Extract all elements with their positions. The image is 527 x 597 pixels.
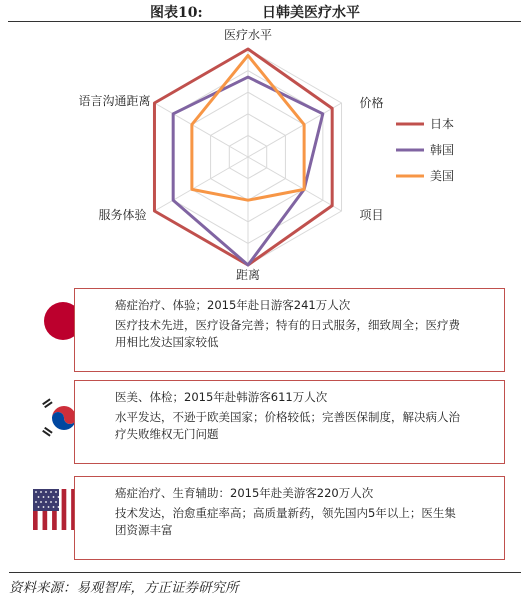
usa-flag-star <box>55 491 57 493</box>
legend-label: 日本 <box>430 117 455 131</box>
usa-flag-star <box>50 501 52 503</box>
radar-axis-label: 价格 <box>359 96 384 110</box>
card-headline: 癌症治疗、生育辅助：2015年赴美游客220万人次 <box>115 486 374 500</box>
radar-legend <box>396 116 454 183</box>
card-line: 水平发达，不逊于欧美国家；价格较低；完善医保制度，解决病人治 <box>115 410 460 424</box>
figure-title-text: 日韩美医疗水平 <box>262 5 360 21</box>
radar-spoke <box>154 157 248 211</box>
radar-chart <box>0 22 527 287</box>
radar-axis-labels <box>78 27 383 282</box>
figure-title <box>0 0 527 22</box>
usa-flag-star <box>55 501 57 503</box>
usa-flag-star <box>35 491 37 493</box>
legend-label: 韩国 <box>430 143 455 157</box>
usa-flag-stripe <box>66 489 71 530</box>
figure-label: 图表10: <box>150 5 203 21</box>
radar-axis-label: 距离 <box>235 268 261 282</box>
radar-axis-label: 项目 <box>359 208 384 222</box>
card-headline: 医美、体检；2015年赴韩游客611万人次 <box>115 390 328 404</box>
usa-flag-star <box>38 506 40 508</box>
radar-series <box>154 49 332 265</box>
radar-axis-label: 医疗水平 <box>223 28 273 42</box>
usa-flag-star <box>40 501 42 503</box>
card-line: 用相比发达国家较低 <box>115 335 219 349</box>
usa-flag-star <box>40 491 42 493</box>
legend-label: 美国 <box>430 169 455 183</box>
usa-flag-star <box>50 491 52 493</box>
usa-flag-star <box>58 496 60 498</box>
usa-flag-star <box>48 506 50 508</box>
usa-flag-star <box>35 501 37 503</box>
usa-flag-stripe <box>62 489 67 530</box>
usa-flag-star <box>45 501 47 503</box>
usa-flag-star <box>43 496 45 498</box>
usa-flag-star <box>58 506 60 508</box>
card-headline: 癌症治疗、体验；2015年赴日游客241万人次 <box>115 298 351 312</box>
usa-flag-star <box>43 506 45 508</box>
usa-flag-star <box>53 506 55 508</box>
info-card-korea <box>74 380 505 464</box>
card-line: 技术发达，治愈重症率高；高质量新药，领先国内5年以上；医生集 <box>115 506 456 520</box>
info-card-japan <box>74 288 505 372</box>
card-line: 团资源丰富 <box>115 523 173 537</box>
card-line: 疗失败维权无门问题 <box>115 427 219 441</box>
usa-flag-star <box>53 496 55 498</box>
korea-flag-taegeuk <box>52 406 76 430</box>
card-line: 医疗技术先进，医疗设备完善；特有的日式服务，细致周全；医疗费 <box>115 318 460 332</box>
radar-axis-label: 服务体验 <box>98 208 147 222</box>
usa-flag-star <box>38 496 40 498</box>
usa-flag-star <box>48 496 50 498</box>
source-note: 资料来源：易观智库，方正证券研究所 <box>9 572 521 596</box>
usa-flag-star <box>45 491 47 493</box>
radar-axis-label: 语言沟通距离 <box>78 94 151 108</box>
info-card-usa <box>74 476 505 560</box>
